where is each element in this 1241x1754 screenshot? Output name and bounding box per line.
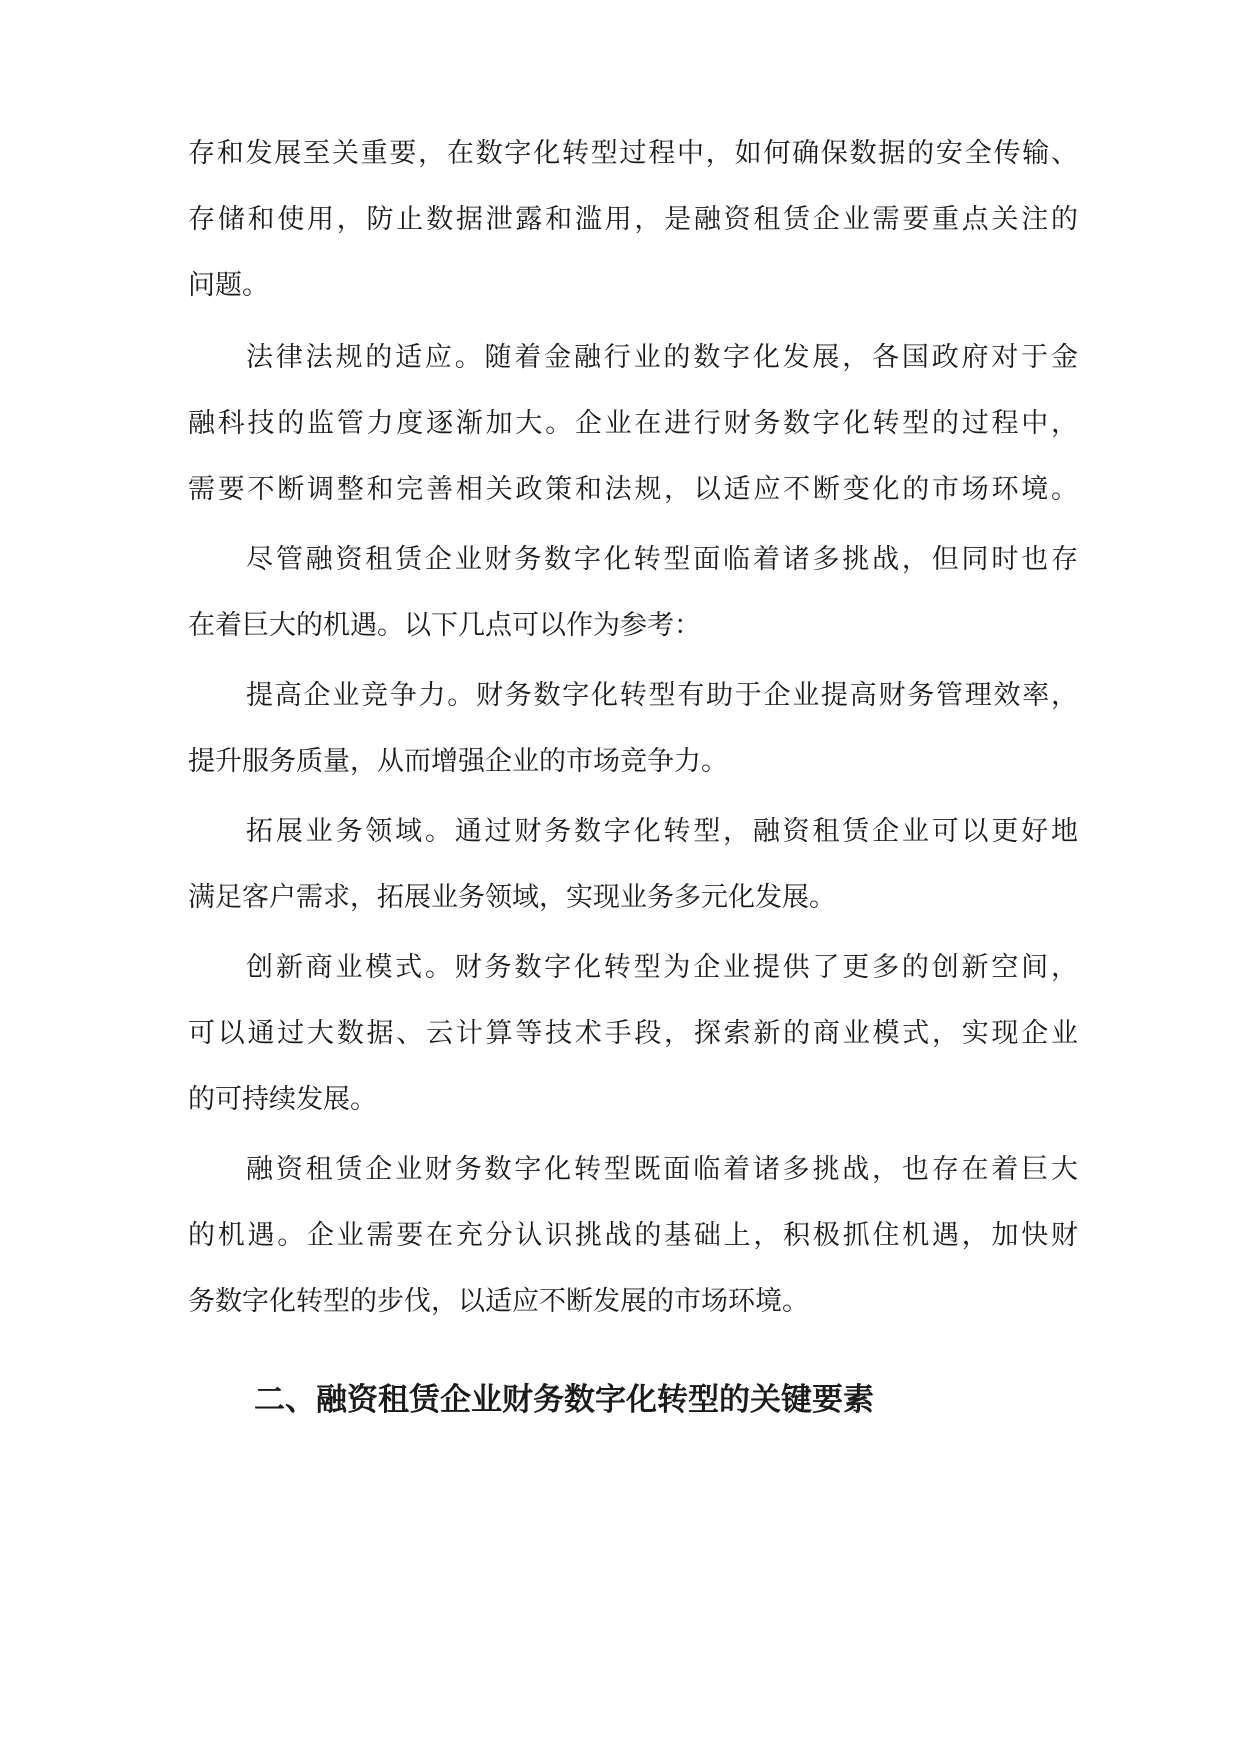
paragraph-4-line-1: 提高企业竞争力。财务数字化转型有助于企业提高财务管理效率，	[246, 680, 1078, 711]
paragraph-5-line-2: 满足客户需求，拓展业务领域，实现业务多元化发展。	[188, 882, 836, 913]
paragraph-2-line-1: 法律法规的适应。随着金融行业的数字化发展，各国政府对于金	[246, 342, 1078, 373]
paragraph-3-line-2: 在着巨大的机遇。以下几点可以作为参考：	[188, 610, 701, 641]
paragraph-2-line-2: 融科技的监管力度逐渐加大。企业在进行财务数字化转型的过程中，	[188, 408, 1078, 439]
paragraph-1-line-2: 存储和使用，防止数据泄露和滥用，是融资租赁企业需要重点关注的	[188, 204, 1078, 235]
paragraph-6-line-1: 创新商业模式。财务数字化转型为企业提供了更多的创新空间，	[246, 952, 1078, 983]
section-heading: 二、融资租赁企业财务数字化转型的关键要素	[254, 1382, 874, 1418]
paragraph-1-line-1: 存和发展至关重要，在数字化转型过程中，如何确保数据的安全传输、	[188, 138, 1078, 169]
paragraph-4-line-2: 提升服务质量，从而增强企业的市场竞争力。	[188, 746, 728, 777]
paragraph-3-line-1: 尽管融资租赁企业财务数字化转型面临着诸多挑战，但同时也存	[246, 544, 1078, 575]
paragraph-7-line-1: 融资租赁企业财务数字化转型既面临着诸多挑战，也存在着巨大	[246, 1154, 1078, 1185]
paragraph-1-line-3: 问题。	[188, 270, 269, 301]
paragraph-5-line-1: 拓展业务领域。通过财务数字化转型，融资租赁企业可以更好地	[246, 816, 1078, 847]
paragraph-6-line-3: 的可持续发展。	[188, 1084, 377, 1115]
paragraph-7-line-2: 的机遇。企业需要在充分认识挑战的基础上，积极抓住机遇，加快财	[188, 1220, 1078, 1251]
paragraph-6-line-2: 可以通过大数据、云计算等技术手段，探索新的商业模式，实现企业	[188, 1018, 1078, 1049]
paragraph-7-line-3: 务数字化转型的步伐，以适应不断发展的市场环境。	[188, 1286, 809, 1317]
paragraph-2-line-3: 需要不断调整和完善相关政策和法规，以适应不断变化的市场环境。	[188, 474, 1078, 505]
